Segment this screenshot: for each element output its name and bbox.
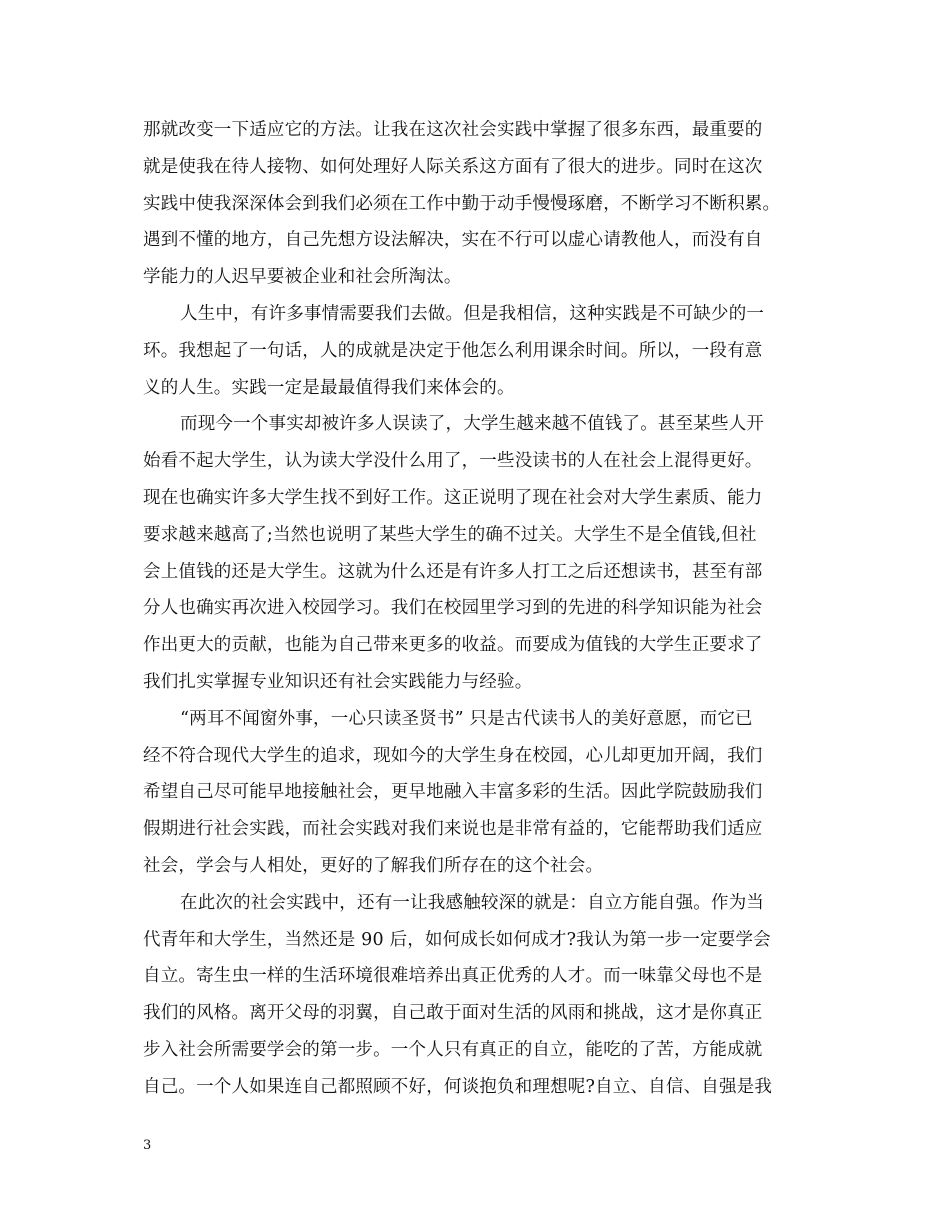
text-line: 学能力的人迟早要被企业和社会所淘汰。 (143, 267, 462, 288)
text-line: 义的人生。实践一定是最最值得我们来体会的。 (143, 377, 515, 398)
text-line: 而现今一个事实却被许多人误读了，大学生越来越不值钱了。甚至某些人开 (180, 414, 765, 435)
text-line: 我们的风格。离开父母的羽翼，自己敢于面对生活的风雨和挑战，这才是你真正 (143, 1003, 763, 1024)
text-line: 在此次的社会实践中，还有一让我感触较深的就是：自立方能自强。作为当 (180, 892, 765, 913)
text-line: 经不符合现代大学生的追求，现如今的大学生身在校园，心儿却更加开阔，我们 (143, 745, 763, 766)
text-line: 代青年和大学生，当然还是 90 后，如何成长如何成才?我认为第一步一定要学会 (143, 929, 771, 950)
text-line: 会上值钱的还是大学生。这就为什么还是有许多人打工之后还想读书，甚至有部 (143, 561, 763, 582)
page-number: 3 (143, 1138, 152, 1153)
text-line: 就是使我在待人接物、如何处理好人际关系这方面有了很大的进步。同时在这次 (143, 156, 763, 177)
text-line: “两耳不闻窗外事，一心只读圣贤书” 只是古代读书人的美好意愿，而它已 (180, 708, 753, 729)
text-line: 步入社会所需要学会的第一步。一个人只有真正的自立，能吃的了苦，方能成就 (143, 1039, 763, 1060)
text-line: 环。我想起了一句话，人的成就是决定于他怎么利用课余时间。所以，一段有意 (143, 340, 763, 361)
text-line: 要求越来越高了;当然也说明了某些大学生的确不过关。大学生不是全值钱,但社 (143, 524, 757, 545)
text-line: 分人也确实再次进入校园学习。我们在校园里学习到的先进的科学知识能为社会 (143, 598, 763, 619)
text-line: 自立。寄生虫一样的生活环境很难培养出真正优秀的人才。而一味靠父母也不是 (143, 966, 763, 987)
text-line: 假期进行社会实践，而社会实践对我们来说也是非常有益的，它能帮助我们适应 (143, 819, 763, 840)
text-line: 那就改变一下适应它的方法。让我在这次社会实践中掌握了很多东西，最重要的 (143, 120, 763, 140)
document-body (143, 112, 823, 1106)
text-line: 希望自己尽可能早地接触社会，更早地融入丰富多彩的生活。因此学院鼓励我们 (143, 782, 763, 803)
text-line: 始看不起大学生，认为读大学没什么用了，一些没读书的人在社会上混得更好。 (143, 451, 763, 472)
text-line: 社会，学会与人相处，更好的了解我们所存在的这个社会。 (143, 855, 604, 876)
text-line: 遇到不懂的地方，自己先想方设法解决，实在不行可以虚心请教他人，而没有自 (143, 230, 763, 251)
text-line: 人生中，有许多事情需要我们去做。但是我相信，这种实践是不可缺少的一 (180, 303, 765, 324)
text-line: 现在也确实许多大学生找不到好工作。这正说明了现在社会对大学生素质、能力 (143, 487, 763, 508)
text-line: 我们扎实掌握专业知识还有社会实践能力与经验。 (143, 671, 533, 692)
text-line: 作出更大的贡献，也能为自己带来更多的收益。而要成为值钱的大学生正要求了 (143, 635, 763, 656)
text-line: 实践中使我深深体会到我们必须在工作中勤于动手慢慢琢磨，不断学习不断积累。 (143, 193, 781, 214)
text-line: 自己。一个人如果连自己都照顾不好，何谈抱负和理想呢?自立、自信、自强是我 (143, 1076, 773, 1097)
